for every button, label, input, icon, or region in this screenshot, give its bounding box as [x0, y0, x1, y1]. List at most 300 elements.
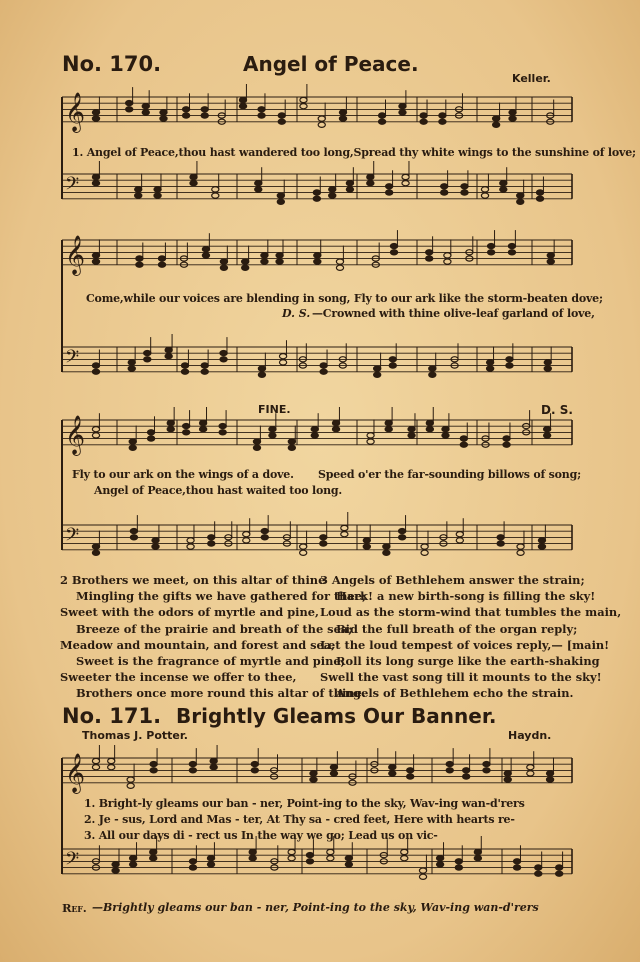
- note: [212, 193, 219, 198]
- refrain-label: Ref.: [62, 901, 87, 915]
- note: [135, 193, 142, 198]
- note: [306, 853, 313, 858]
- note: [487, 366, 494, 371]
- note: [165, 347, 172, 352]
- note: [181, 363, 188, 368]
- note: [210, 765, 217, 770]
- note: [92, 110, 99, 115]
- note: [374, 366, 381, 371]
- note: [142, 104, 149, 109]
- note: [208, 541, 215, 546]
- note: [154, 193, 161, 198]
- note: [320, 535, 327, 540]
- note: [389, 771, 396, 776]
- note: [144, 357, 151, 362]
- note: [136, 256, 143, 261]
- note: [346, 187, 353, 192]
- note: [269, 427, 276, 432]
- note: [310, 777, 317, 782]
- note: [437, 862, 444, 867]
- note: [126, 101, 133, 106]
- note: [300, 544, 307, 549]
- note: [456, 538, 463, 543]
- note: [441, 184, 448, 189]
- note: [367, 439, 374, 444]
- note: [202, 247, 209, 252]
- note: [300, 97, 307, 102]
- lyric-line: 2. Je - sus, Lord and Mas - ter, At Thy sa - cred feet, Here with hearts re-: [84, 813, 515, 826]
- note: [408, 427, 415, 432]
- verse-line: Bid the full breath of the organ reply;: [336, 621, 578, 636]
- note: [187, 538, 194, 543]
- note: [345, 856, 352, 861]
- note: [200, 420, 207, 425]
- note: [150, 768, 157, 773]
- note: [190, 174, 197, 179]
- note: [421, 544, 428, 549]
- note: [419, 874, 426, 879]
- note: [455, 859, 462, 864]
- note: [278, 113, 285, 118]
- note: [330, 771, 337, 776]
- note: [419, 868, 426, 873]
- note: [300, 550, 307, 555]
- note: [189, 762, 196, 767]
- note: [144, 351, 151, 356]
- note: [441, 190, 448, 195]
- note: [130, 535, 137, 540]
- note: [341, 525, 348, 530]
- note: [500, 187, 507, 192]
- note: [386, 190, 393, 195]
- note: [345, 862, 352, 867]
- verse-line: Angels of Bethlehem echo the strain.: [336, 686, 574, 701]
- lyric-line: —Crowned with thine olive-leaf garland of love,: [312, 307, 595, 320]
- note: [219, 424, 226, 429]
- note: [207, 856, 214, 861]
- note: [517, 550, 524, 555]
- note: [318, 122, 325, 127]
- note: [279, 360, 286, 365]
- bass-clef: 𝄢: [65, 174, 80, 199]
- note: [407, 768, 414, 773]
- note: [367, 181, 374, 186]
- note: [220, 351, 227, 356]
- treble-clef: 𝄞: [65, 753, 86, 793]
- note: [456, 532, 463, 537]
- lyric-line: Fly to our ark on the wings of a dove.: [72, 468, 294, 481]
- lyric-line: Angel of Peace,thou hast waited too long.: [94, 484, 343, 497]
- note: [327, 849, 334, 854]
- hymn-number: No. 170.: [62, 52, 162, 76]
- note: [488, 250, 495, 255]
- note: [278, 119, 285, 124]
- note: [258, 372, 265, 377]
- note: [503, 442, 510, 447]
- note: [536, 190, 543, 195]
- note: [253, 445, 260, 450]
- note: [508, 244, 515, 249]
- note: [219, 430, 226, 435]
- note: [92, 181, 99, 186]
- note: [429, 372, 436, 377]
- note: [130, 529, 137, 534]
- note: [386, 184, 393, 189]
- note: [261, 535, 268, 540]
- note: [513, 859, 520, 864]
- note: [442, 427, 449, 432]
- note: [426, 256, 433, 261]
- note: [399, 104, 406, 109]
- note: [509, 110, 516, 115]
- note: [167, 420, 174, 425]
- note: [556, 865, 563, 870]
- note: [420, 113, 427, 118]
- note: [346, 181, 353, 186]
- note: [253, 439, 260, 444]
- note: [487, 360, 494, 365]
- note: [546, 771, 553, 776]
- note: [330, 765, 337, 770]
- note: [544, 433, 551, 438]
- note: [439, 113, 446, 118]
- note: [546, 777, 553, 782]
- verse-line: Brothers once more round this altar of thine.: [76, 686, 366, 701]
- note: [429, 366, 436, 371]
- note: [339, 110, 346, 115]
- composer: Keller.: [512, 72, 551, 85]
- note: [314, 259, 321, 264]
- note: [261, 253, 268, 258]
- note: [329, 187, 336, 192]
- note: [517, 544, 524, 549]
- note: [220, 357, 227, 362]
- verse-line: Let the loud tempest of voices reply,— [main!: [320, 637, 610, 652]
- note: [426, 250, 433, 255]
- note: [129, 439, 136, 444]
- note: [320, 541, 327, 546]
- note: [493, 122, 500, 127]
- note: [329, 193, 336, 198]
- note: [508, 250, 515, 255]
- note: [92, 259, 99, 264]
- note: [535, 865, 542, 870]
- note: [183, 107, 190, 112]
- note: [327, 856, 334, 861]
- note: [320, 363, 327, 368]
- note: [277, 199, 284, 204]
- note: [314, 253, 321, 258]
- note: [147, 436, 154, 441]
- note: [385, 420, 392, 425]
- note: [402, 181, 409, 186]
- note: [504, 777, 511, 782]
- hymn-title: Brightly Gleams Our Banner.: [176, 704, 497, 728]
- note: [363, 544, 370, 549]
- lyric-line: Come,while our voices are blending in song, Fly to our ark like the storm-beaten dove;: [86, 292, 603, 305]
- note: [339, 116, 346, 121]
- note: [439, 119, 446, 124]
- note: [544, 427, 551, 432]
- note: [92, 363, 99, 368]
- note: [147, 430, 154, 435]
- note: [446, 762, 453, 767]
- note: [183, 113, 190, 118]
- hymn-title: Angel of Peace.: [243, 52, 419, 76]
- note: [269, 433, 276, 438]
- note: [313, 190, 320, 195]
- note: [255, 187, 262, 192]
- note: [481, 187, 488, 192]
- author: Thomas J. Potter.: [82, 729, 188, 742]
- note: [201, 107, 208, 112]
- note: [112, 862, 119, 867]
- note: [461, 190, 468, 195]
- note: [212, 187, 219, 192]
- note: [92, 369, 99, 374]
- note: [318, 116, 325, 121]
- note: [336, 259, 343, 264]
- note: [187, 544, 194, 549]
- note: [517, 193, 524, 198]
- note: [332, 427, 339, 432]
- note: [500, 181, 507, 186]
- note: [92, 433, 99, 438]
- note: [239, 97, 246, 102]
- note: [243, 538, 250, 543]
- note: [367, 433, 374, 438]
- note: [92, 253, 99, 258]
- note: [509, 116, 516, 121]
- note: [130, 856, 137, 861]
- note: [189, 768, 196, 773]
- lyric-line: 3. All our days di - rect us In the way we go; Lead us on vic-: [84, 829, 438, 842]
- note: [421, 550, 428, 555]
- note: [556, 871, 563, 876]
- note: [503, 436, 510, 441]
- note: [242, 259, 249, 264]
- note: [408, 433, 415, 438]
- note: [277, 193, 284, 198]
- verse-line: Sweet with the odors of myrtle and pine,: [60, 605, 320, 620]
- note: [136, 262, 143, 267]
- note: [142, 110, 149, 115]
- note: [311, 433, 318, 438]
- note: [261, 259, 268, 264]
- note: [390, 244, 397, 249]
- note: [497, 535, 504, 540]
- note: [402, 174, 409, 179]
- lyric-line: Speed o'er the far-sounding billows of song;: [318, 468, 581, 481]
- note: [181, 369, 188, 374]
- note: [446, 768, 453, 773]
- note: [544, 360, 551, 365]
- note: [442, 433, 449, 438]
- note: [332, 420, 339, 425]
- note: [399, 535, 406, 540]
- note: [536, 196, 543, 201]
- note: [200, 427, 207, 432]
- lyric-line: 1. Angel of Peace,thou hast wandered too long,Spread thy white wings to the sunshine of love;: [72, 146, 636, 159]
- verse-line: Swell the vast song till it mounts to the sky!: [320, 670, 602, 685]
- note: [92, 544, 99, 549]
- note: [127, 783, 134, 788]
- note: [150, 856, 157, 861]
- note: [444, 259, 451, 264]
- note: [401, 849, 408, 854]
- note: [92, 174, 99, 179]
- note: [126, 107, 133, 112]
- note: [389, 765, 396, 770]
- verse-line: Sweeter the incense we offer to thee,: [60, 670, 297, 685]
- note: [92, 116, 99, 121]
- note: [92, 550, 99, 555]
- note: [497, 541, 504, 546]
- note: [279, 354, 286, 359]
- note: [239, 104, 246, 109]
- note: [150, 762, 157, 767]
- note: [504, 771, 511, 776]
- note: [201, 369, 208, 374]
- note: [160, 116, 167, 121]
- ds-label: D. S.: [282, 307, 311, 320]
- verse-line: 2 Brothers we meet, on this altar of thine: [60, 573, 326, 587]
- note: [474, 856, 481, 861]
- note: [437, 856, 444, 861]
- lyric-line: 1. Bright-ly gleams our ban - ner, Point-ing to the sky, Wav-ing wan-d'rers: [84, 797, 525, 810]
- note: [189, 865, 196, 870]
- note: [506, 363, 513, 368]
- note: [481, 193, 488, 198]
- note: [506, 357, 513, 362]
- note: [390, 250, 397, 255]
- note: [108, 758, 115, 763]
- note: [463, 768, 470, 773]
- note: [420, 119, 427, 124]
- note: [152, 544, 159, 549]
- note: [517, 199, 524, 204]
- note: [201, 363, 208, 368]
- note: [460, 442, 467, 447]
- note: [251, 762, 258, 767]
- note: [165, 354, 172, 359]
- note: [538, 544, 545, 549]
- note: [483, 768, 490, 773]
- note: [383, 544, 390, 549]
- note: [288, 439, 295, 444]
- note: [538, 538, 545, 543]
- note: [389, 363, 396, 368]
- note: [288, 445, 295, 450]
- verse-line: Meadow and mountain, and forest and sea,: [60, 637, 336, 652]
- note: [276, 253, 283, 258]
- verse-line: Mingling the gifts we have gathered for thee;: [76, 589, 367, 604]
- note: [255, 181, 262, 186]
- note: [547, 259, 554, 264]
- note: [288, 856, 295, 861]
- note: [207, 862, 214, 867]
- note: [311, 427, 318, 432]
- note: [92, 758, 99, 763]
- note: [527, 765, 534, 770]
- note: [167, 427, 174, 432]
- note: [202, 253, 209, 258]
- note: [461, 184, 468, 189]
- note: [127, 777, 134, 782]
- note: [385, 427, 392, 432]
- note: [455, 865, 462, 870]
- note: [288, 849, 295, 854]
- note: [547, 253, 554, 258]
- verse-3: [320, 572, 621, 702]
- note: [92, 427, 99, 432]
- note: [210, 758, 217, 763]
- note: [92, 765, 99, 770]
- note: [463, 774, 470, 779]
- treble-clef: 𝄞: [65, 235, 86, 275]
- note: [258, 366, 265, 371]
- note: [129, 445, 136, 450]
- verse-line: Hark! a new birth-song is filling the sky!: [336, 589, 596, 604]
- note: [261, 529, 268, 534]
- bass-clef: 𝄢: [65, 347, 80, 372]
- verse-line: Sweet is the fragrance of myrtle and pine;: [76, 654, 345, 669]
- note: [220, 265, 227, 270]
- note: [130, 862, 137, 867]
- note: [493, 116, 500, 121]
- note: [183, 424, 190, 429]
- verse-line: Breeze of the prairie and breath of the sea;: [76, 621, 353, 636]
- composer: Haydn.: [508, 729, 552, 742]
- note: [306, 859, 313, 864]
- treble-clef: 𝄞: [65, 415, 86, 455]
- note: [460, 436, 467, 441]
- note: [242, 265, 249, 270]
- note: [367, 174, 374, 179]
- note: [379, 119, 386, 124]
- note: [310, 771, 317, 776]
- note: [363, 538, 370, 543]
- ds-marker: D. S.: [541, 403, 573, 417]
- note: [190, 181, 197, 186]
- note: [341, 532, 348, 537]
- note: [527, 771, 534, 776]
- note: [444, 253, 451, 258]
- note: [401, 856, 408, 861]
- note: [258, 107, 265, 112]
- note: [474, 849, 481, 854]
- note: [108, 765, 115, 770]
- note: [158, 262, 165, 267]
- verse-line: 3 Angels of Bethlehem answer the strain;: [320, 573, 585, 587]
- note: [276, 259, 283, 264]
- note: [152, 538, 159, 543]
- bass-clef: 𝄢: [65, 849, 80, 874]
- note: [251, 768, 258, 773]
- note: [320, 369, 327, 374]
- refrain-line: —Brightly gleams our ban - ner, Point-ing to the sky, Wav-ing wan-d'rers: [92, 901, 539, 914]
- note: [313, 196, 320, 201]
- note: [243, 532, 250, 537]
- note: [112, 868, 119, 873]
- note: [160, 110, 167, 115]
- note: [426, 427, 433, 432]
- note: [249, 856, 256, 861]
- note: [383, 550, 390, 555]
- note: [208, 535, 215, 540]
- note: [135, 187, 142, 192]
- note: [399, 110, 406, 115]
